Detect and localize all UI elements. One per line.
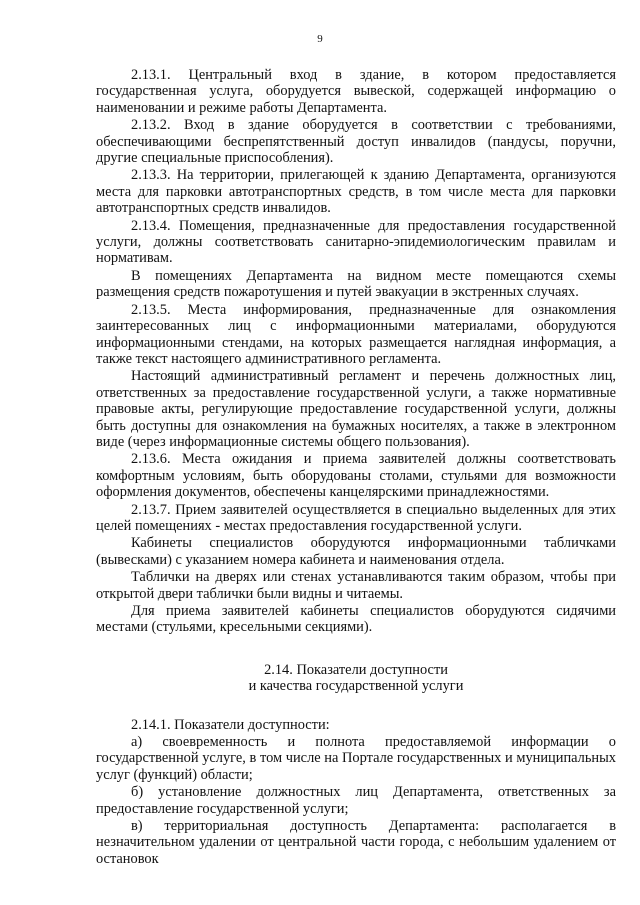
- list-item-b: б) установление должностных лиц Департамента, ответственных за предоставление государственной услуги;: [96, 784, 616, 817]
- document-body: [96, 67, 616, 868]
- section-heading-line-2: и качества государственной услуги: [248, 678, 464, 695]
- paragraph-regulation-availability: Настоящий административный регламент и перечень должностных лиц, ответственных за предоставление государственной услуги, а также нормативные правовые акты, регулирующие предоставление государственной услуги, должны быть доступны для ознакомления на бумажных носителях, а также в электронном виде (через информационные системы общего пользования).: [96, 368, 616, 450]
- list-item-a: а) своевременность и полнота предоставляемой информации о государственной услуге, в том числе на Портале государственных и муниципальных услуг (функций) области;: [96, 734, 616, 783]
- paragraph-door-signs: Таблички на дверях или стенах устанавливаются таким образом, чтобы при открытой двери таблички были видны и читаемы.: [96, 569, 616, 602]
- paragraph-2-13-1: 2.13.1. Центральный вход в здание, в котором предоставляется государственная услуга, оборудуется вывеской, содержащей информацию о наименовании и режиме работы Департамента.: [96, 67, 616, 116]
- paragraph-2-13-2: 2.13.2. Вход в здание оборудуется в соответствии с требованиями, обеспечивающими беспрепятственный доступ инвалидов (пандусы, поручни, другие специальные приспособления).: [96, 117, 616, 167]
- paragraph-seating: Для приема заявителей кабинеты специалистов оборудуются сидячими местами (стульями, кресельными секциями).: [96, 603, 616, 636]
- paragraph-2-13-4: 2.13.4. Помещения, предназначенные для предоставления государственной услуги, должны соответствовать санитарно-эпидемиологическим правилам и нормативам.: [96, 217, 616, 267]
- paragraph-office-signs: Кабинеты специалистов оборудуются информационными табличками (вывесками) с указанием номера кабинета и наименования отдела.: [96, 535, 616, 568]
- section-heading-line-1: 2.14. Показатели доступности: [264, 661, 448, 678]
- section-heading-2-14: [96, 662, 616, 695]
- page-number: 9: [317, 33, 323, 45]
- list-item-v: в) территориальная доступность Департамента: располагается в незначительном удалении от центральной части города, с небольшим удалением от остановок: [96, 818, 616, 867]
- paragraph-2-13-6: 2.13.6. Места ожидания и приема заявителей должны соответствовать комфортным условиям, быть оборудованы столами, стульями для возможности оформления документов, обеспечены канцелярскими принадлежностями.: [96, 451, 616, 501]
- paragraph-2-13-3: 2.13.3. На территории, прилегающей к зданию Департамента, организуются места для парковки автотранспортных средств, в том числе места для парковки автотранспортных средств инвалидов.: [96, 167, 616, 217]
- paragraph-2-13-7: 2.13.7. Прием заявителей осуществляется в специально выделенных для этих целей помещениях - местах предоставления государственной услуги.: [96, 501, 616, 534]
- paragraph-fire-safety-schemes: В помещениях Департамента на видном месте помещаются схемы размещения средств пожаротушения и путей эвакуации в экстренных случаях.: [96, 267, 616, 301]
- paragraph-2-13-5: 2.13.5. Места информирования, предназначенные для ознакомления заинтересованных лиц с информационными материалами, оборудуются информационными стендами, на которых размещается наглядная информация, а также текст настоящего административного регламента.: [96, 301, 616, 367]
- paragraph-2-14-1: 2.14.1. Показатели доступности:: [131, 716, 330, 733]
